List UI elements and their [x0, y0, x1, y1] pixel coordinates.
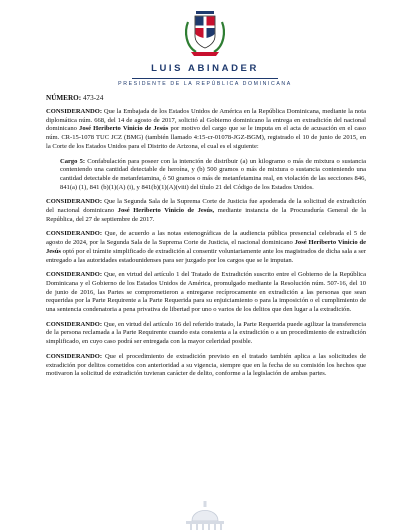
- president-subtitle: PRESIDENTE DE LA REPÚBLICA DOMINICANA: [118, 81, 292, 87]
- paragraph-label: CONSIDERANDO:: [46, 108, 103, 115]
- decree-number: [46, 94, 103, 102]
- person-name: José Heriberto Vinicio de Jesús: [46, 239, 366, 255]
- paragraph-label: CONSIDERANDO:: [46, 230, 103, 238]
- paragraph-text: Que, de acuerdo a las notas estenográficas de la audiencia pública presencial celebrada el 5 de agosto de 2024, por la Segunda Sala de la Suprema Corte de Justicia, el nacional dominicano: [46, 230, 366, 247]
- header-divider: [132, 78, 278, 79]
- paragraph-text: optó por el trámite simplificado de extradición al consentir voluntariamente ante los magistrados de dicha sala a ser entregado a las autoridades estadounidenses para ser juzgado por los cargos que se le imputan.: [46, 247, 366, 264]
- charge-text: Confabulación para poseer con la intención de distribuir (a) un kilogramo o más de mixtura o sustancia conteniendo una cantidad detectable de heroína, y (b) 500 gramos o más de mixtura o sustancia conteniendo una cantidad detectable de metanfetamina, ó 50 gramos o más de metanfetamina real, en violación de las secciones 846, 841(a) (1), 841 (b)(1)(A) (i), y 841(b)(1)(A)(viii) del título 21 del Código de los Estados Unidos.: [60, 157, 366, 191]
- paragraph-text: Que, en virtud del artículo 1 del Tratado de Extradición suscrito entre el Gobierno de la República Dominicana y el Gobierno de los Estados Unidos de América, promulgado mediante la Resolución núm. 507-16, del 10 de junio de 2016, las Partes se comprometieron a entregarse recíprocamente en extradición a las personas que sean requeridas por la Parte Requirente a la Parte Requerida para su enjuiciamiento o para la imposición o el cumplimiento de una sentencia condenatoria a pena privativa de libertad por uno o varios de los delitos que den lugar a la extradición.: [46, 271, 366, 314]
- person-name: José Heriberto Vinicio de Jesús: [79, 125, 169, 133]
- paragraph-4: [46, 271, 366, 315]
- paragraph-label: CONSIDERANDO:: [46, 198, 103, 206]
- person-name: José Heriberto Vinicio de Jesús,: [117, 207, 215, 215]
- paragraph-text: Que el procedimiento de extradición previsto en el tratado también aplica a las solicitudes de extradición por delitos cometidos con anterioridad a su vigencia, siempre que en la fecha de su comisión los hechos que motivaron la solicitud de extradición tuvieran carácter de delito, conforme a la legislación de ambas partes.: [46, 352, 366, 378]
- paragraph-label: CONSIDERANDO:: [46, 271, 103, 279]
- paragraph-6: [46, 353, 366, 379]
- paragraph-text: por motivo del cargo que se le imputa en el acta de acusación en el caso núm. CR-15-1078 TUC JCZ (BMG) (también llamado 4:15-cr-01078-JGZ-BGM), registrado el 10 de junio de 2015, en la Corte de los Estados Unidos para el Distrito de Arizona, el cual es el siguiente:: [46, 125, 366, 150]
- paragraph-text: Que la Segunda Sala de la Suprema Corte de Justicia fue apoderada de la solicitud de extradición del nacional dominicano: [46, 198, 366, 215]
- national-palace-dome-icon: [180, 497, 230, 530]
- paragraph-text: mediante instancia de la Procuraduría General de la República, del 27 de septiembre de 2017.: [46, 207, 367, 223]
- paragraph-label: CONSIDERANDO:: [46, 352, 103, 360]
- paragraph-text: Que la Embajada de los Estados Unidos de América en la República Dominicana, mediante la nota diplomática núm. 668, del 14 de agosto de 2017, solicitó al Gobierno dominicano la entrega en extradición del nacional dominicano: [46, 108, 366, 133]
- paragraph-3: [46, 230, 366, 265]
- charge-quote: [60, 158, 366, 193]
- paragraph-5: [46, 321, 366, 347]
- decree-number-value: 473-24: [82, 94, 104, 102]
- paragraph-label: CONSIDERANDO:: [46, 320, 103, 328]
- paragraph-2: [46, 198, 366, 224]
- paragraph-1: [46, 108, 366, 152]
- document-body: [46, 108, 366, 385]
- president-name: LUIS ABINADER: [151, 63, 259, 74]
- decree-number-label: NÚMERO:: [46, 94, 82, 102]
- paragraph-text: Que, en virtud del artículo 16 del referido tratado, la Parte Requerida puede agilizar la transferencia de la persona reclamada a la Parte Requirente cuando esta consienta a la extradición o a un procedimiento de extradición simplificado, en cuyo caso podrá ser entregada con la mayor celeridad posible.: [46, 320, 366, 346]
- dominican-coat-of-arms-icon: [182, 8, 228, 58]
- charge-label: Cargo 5:: [60, 157, 86, 165]
